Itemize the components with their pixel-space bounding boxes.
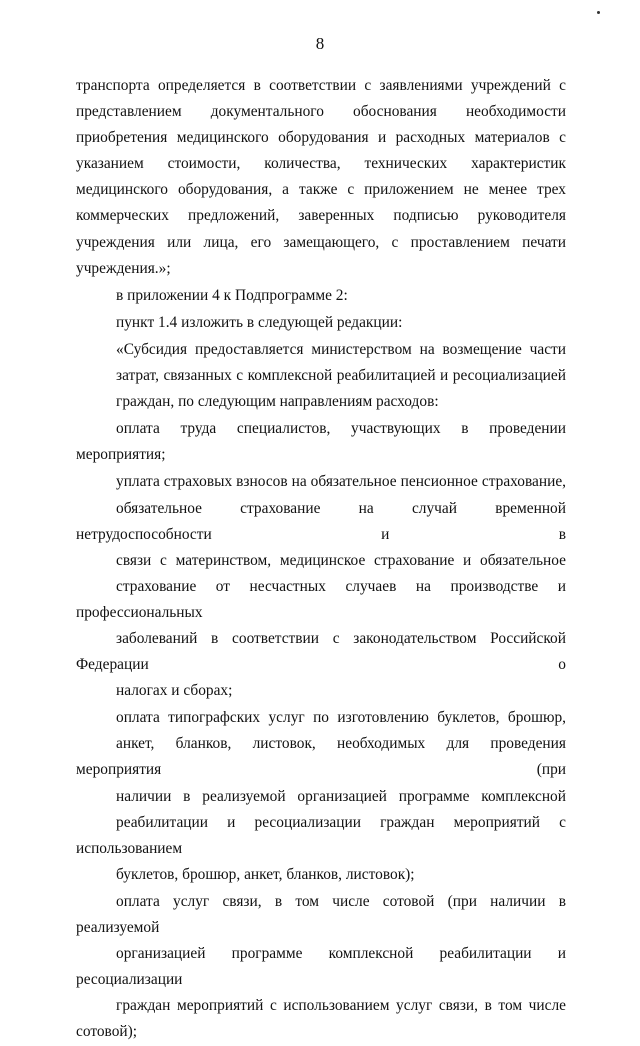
text-line: граждан мероприятий с использованием услуг связи, в том числе сотовой); xyxy=(76,997,566,1041)
paragraph xyxy=(76,310,566,336)
text-line: организацией программе комплексной реабилитации и ресоциализации xyxy=(76,945,566,989)
text-line: реабилитации и ресоциализации граждан мероприятий с использованием xyxy=(76,813,566,857)
text-line: транспорта определяется в соответствии с заявлениями учреждений с xyxy=(76,77,566,94)
paragraph xyxy=(76,283,566,309)
text-line: представлением документального обоснования необходимости xyxy=(76,103,566,121)
paragraph xyxy=(76,73,566,282)
paragraph xyxy=(76,469,566,704)
text-line: оплата типографских услуг по изготовлению буклетов, брошюр, xyxy=(116,709,566,727)
text-line: анкет, бланков, листовок, необходимых для проведения мероприятия (при xyxy=(76,735,566,779)
text-line: пункт 1.4 изложить в следующей редакции: xyxy=(116,313,403,331)
text-line: буклетов, брошюр, анкет, бланков, листовок); xyxy=(116,865,415,883)
paragraph xyxy=(76,337,566,415)
text-line: наличии в реализуемой организацией программе комплексной xyxy=(116,787,566,805)
paragraph xyxy=(76,416,566,468)
paragraph xyxy=(76,889,566,1046)
document-body xyxy=(76,73,566,1046)
text-line: оплата труда специалистов, участвующих в проведении мероприятия; xyxy=(76,420,566,464)
text-line: затрат, связанных с комплексной реабилитацией и ресоциализацией xyxy=(116,367,566,385)
text-line: граждан, по следующим направлениям расходов: xyxy=(116,393,439,411)
text-line: страхование от несчастных случаев на производстве и профессиональных xyxy=(76,577,566,621)
text-line: связи с материнством, медицинское страхование и обязательное xyxy=(116,551,566,569)
text-line: медицинского оборудования, а также с приложением не менее трех xyxy=(76,181,566,199)
text-line: оплата услуг связи, в том числе сотовой (при наличии в реализуемой xyxy=(76,892,566,936)
text-line: уплата страховых взносов на обязательное пенсионное страхование, xyxy=(116,473,566,491)
scan-speck xyxy=(597,11,600,14)
text-line: «Субсидия предоставляется министерством на возмещение части xyxy=(116,340,566,358)
text-line: обязательное страхование на случай временной нетрудоспособности и в xyxy=(76,499,566,543)
text-line: в приложении 4 к Подпрограмме 2: xyxy=(116,286,348,304)
text-line: учреждения или лица, его замещающего, с проставлением печати xyxy=(76,233,566,251)
page-number: 8 xyxy=(315,34,325,53)
text-line: указанием стоимости, количества, технических характеристик xyxy=(76,155,566,173)
text-line: коммерческих предложений, заверенных подписью руководителя xyxy=(76,207,566,225)
text-line: учреждения.»; xyxy=(76,259,171,277)
text-line: заболеваний в соответствии с законодательством Российской Федерации о xyxy=(76,629,566,674)
paragraph xyxy=(76,705,566,888)
text-line: налогах и сборах; xyxy=(116,682,233,700)
text-line: приобретения медицинского оборудования и расходных материалов с xyxy=(76,129,566,147)
